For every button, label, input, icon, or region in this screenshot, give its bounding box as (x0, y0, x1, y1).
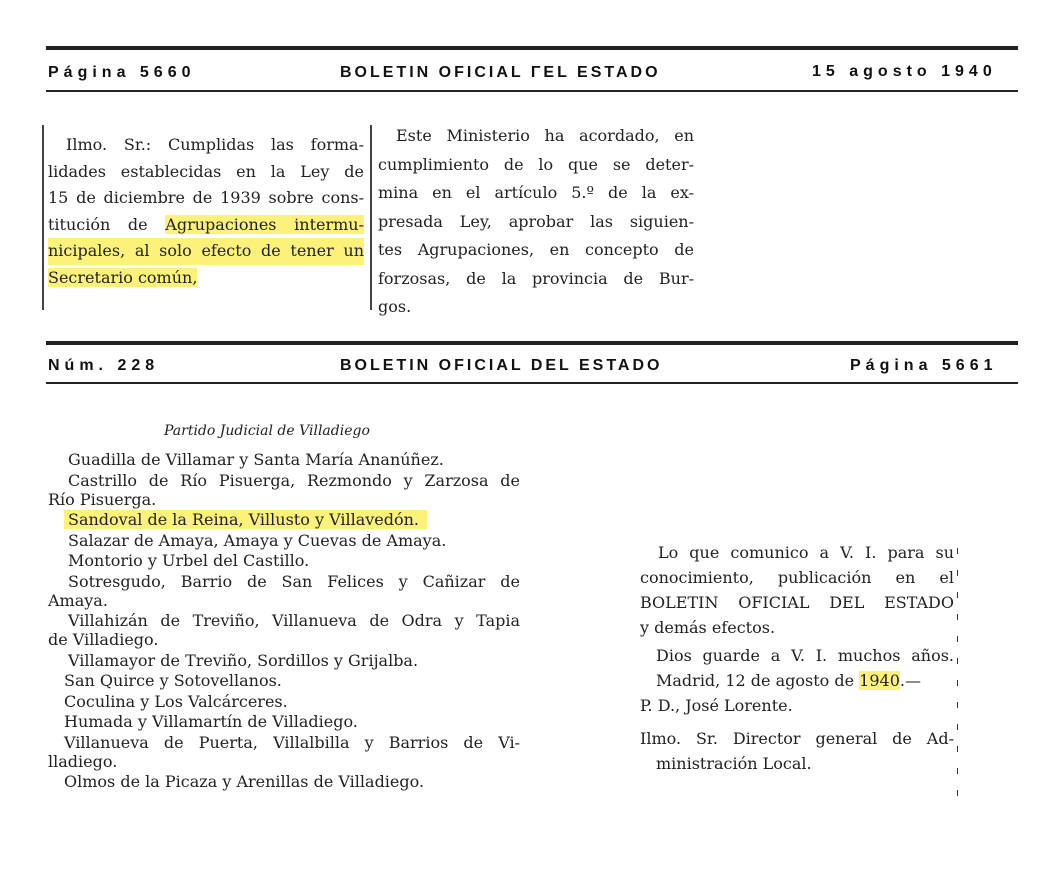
top-header-date: 15 agosto 1940 (812, 63, 997, 80)
left-line-4 (48, 212, 364, 239)
list-item: Salazar de Amaya, Amaya y Cuevas de Amaya. (68, 530, 447, 550)
highlight-secretario: Secretario común, (48, 267, 198, 287)
right-paragraph (378, 122, 694, 322)
highlight-1940: 1940 (859, 671, 900, 690)
right-line-1: Este Ministerio ha acordado, en (396, 126, 694, 145)
left-margin-line (42, 125, 44, 310)
list-item: Sotresgudo, Barrio de San Felices y Cañizar de (68, 571, 520, 591)
right-line-3: mina en el artículo 5.º de la ex- (378, 183, 694, 202)
closing-date-dash: .— (899, 671, 921, 690)
closing-date-line (640, 668, 954, 693)
addressee-line-1: Ilmo. Sr. Director general de Ad- (640, 729, 954, 748)
list-item: de Villadiego. (48, 630, 159, 649)
list-item (48, 510, 520, 531)
list-item: Villamayor de Treviño, Sordillos y Grijalba. (68, 650, 419, 670)
left-line-2: lidades establecidas en la Ley de (48, 161, 364, 181)
list-item: lladiego. (48, 751, 118, 771)
closing-line-4: y demás efectos. (640, 618, 776, 637)
right-line-2: cumplimiento de lo que se deter- (378, 154, 694, 174)
list-item: Amaya. (48, 590, 108, 610)
list-item: Olmos de la Picaza y Arenillas de Villadiego. (64, 772, 425, 791)
left-line-1: Ilmo. Sr.: Cumplidas las forma- (66, 135, 364, 154)
left-line-3: 15 de diciembre de 1939 sobre cons- (48, 188, 364, 207)
issue-number: Núm. 228 (48, 357, 160, 374)
left-line-6 (48, 265, 364, 292)
list-item: Coculina y Los Valcárceres. (64, 691, 288, 711)
list-item: Villahizán de Treviño, Villanueva de Odra y Tapia (68, 611, 520, 630)
highlight-agrupaciones: Agrupaciones intermu- (165, 214, 364, 234)
closing-line-1: Lo que comunico a V. I. para su (658, 543, 954, 562)
signature: P. D., José Lorente. (640, 696, 793, 715)
closing-line-5: Dios guarde a V. I. muchos años. (656, 646, 954, 665)
list-item: Guadilla de Villamar y Santa María Ananúñez. (68, 450, 444, 469)
left-paragraph (48, 132, 364, 291)
second-rule-thin (46, 382, 1018, 384)
list-item: Montorio y Urbel del Castillo. (68, 551, 310, 570)
list-item: Villanueva de Puerta, Villalbilla y Barrios de Vi- (64, 732, 520, 752)
highlight-line-5: nicipales, al solo efecto de tener un (48, 238, 364, 265)
top-rule-thick (46, 46, 1018, 50)
closing-line-3: BOLETIN OFICIAL DEL ESTADO (640, 593, 954, 612)
top-page-number: Página 5660 (48, 64, 196, 81)
addressee-line-2: ministración Local. (656, 754, 812, 773)
list-item: Río Pisuerga. (48, 489, 157, 509)
right-line-4: presada Ley, aprobar las siguien- (378, 211, 694, 231)
closing-paragraph (640, 540, 954, 776)
right-line-7: gos. (378, 297, 412, 316)
list-item: Humada y Villamartín de Villadiego. (64, 712, 358, 731)
right-line-5: tes Agrupaciones, en concepto de (378, 240, 694, 259)
top-rule-thin (46, 90, 1018, 92)
right-line-6: forzosas, de la provincia de Bur- (378, 268, 694, 288)
partido-heading: Partido Judicial de Villadiego (164, 423, 370, 439)
closing-date-text: Madrid, 12 de agosto de (656, 671, 860, 690)
second-header-title: BOLETIN OFICIAL DEL ESTADO (340, 357, 663, 374)
right-margin-mark (957, 548, 958, 800)
closing-line-2: conocimiento, publicación en el (640, 568, 954, 587)
left-line-4-text: titución de (48, 214, 166, 234)
second-rule-thick (46, 341, 1018, 345)
partido-list (48, 450, 520, 793)
top-header-title: BOLETIN OFICIAL ΓEL ESTADO (340, 64, 661, 81)
highlight-sandoval: Sandoval de la Reina, Villusto y Villavedón. (64, 510, 427, 529)
list-item: Castrillo de Río Pisuerga, Rezmondo y Zarzosa de (68, 470, 520, 490)
list-item: San Quirce y Sotovellanos. (64, 671, 282, 690)
column-divider (370, 125, 372, 310)
second-page-number: Página 5661 (850, 357, 998, 374)
